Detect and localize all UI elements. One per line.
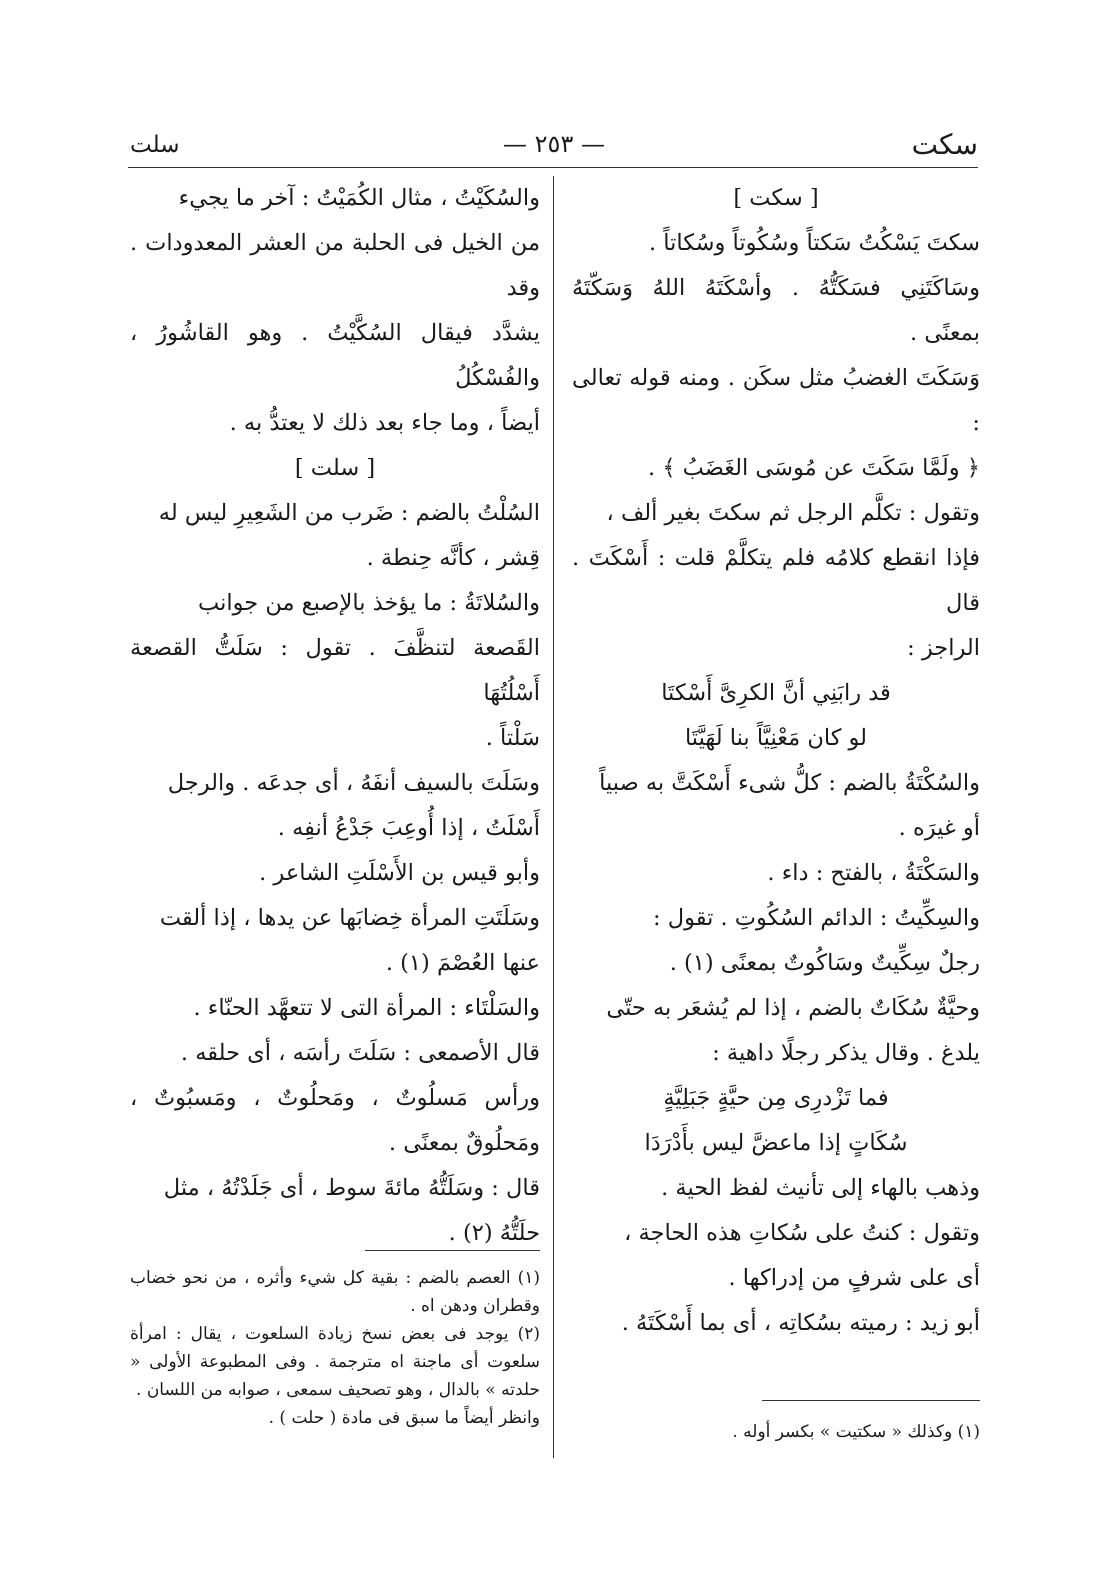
header-rule — [128, 167, 978, 168]
verse-line: فما تَزْدرِى مِن حيَّةٍ جَبَلِيَّةٍ — [663, 1085, 889, 1111]
verse-line: لو كان مَعْنِيَّاً بنا لَهَيَّتَا — [684, 725, 868, 751]
footnote: (٢) يوجد فى بعض نسخ زيادة السلعوت ، يقال : امرأة سلعوت أى ماجنة اه مترجمة . وفى المطبوعة الأولى « حلدته » بالدال ، وهو تصحيف سمعى ، صوابه من اللسان . — [130, 1324, 540, 1400]
text-line: من الخيل فى الحلبة من العشر المعدودات . وقد — [130, 230, 540, 301]
page-number: — ٢٥٣ — — [503, 130, 605, 158]
header-root-left: سلت — [130, 132, 180, 158]
text-line: وذهب بالهاء إلى تأنيث لفظ الحية . — [661, 1175, 980, 1201]
left-column — [130, 176, 540, 1256]
footnote: (١) العصم بالضم : بقية كل شيء وأثره ، من نحو خضاب وقطران ودهن اه . — [130, 1268, 540, 1316]
text-line: أَسْلَتُ ، إذا أُوعِبَ جَدْعُ أنفِه . — [277, 815, 540, 841]
text-line: وسَاكَتَنِي فسَكَتُّهُ . وأسْكَتَهُ اللهُ وَسَكّتَهُ بمعنًى . — [572, 275, 980, 346]
right-column — [572, 176, 980, 1346]
page-header — [130, 128, 978, 166]
column-divider — [553, 176, 554, 1458]
text-line: حلَتُّهُ (٢) . — [448, 1220, 540, 1246]
text-line: عنها العُصْمَ (١) . — [385, 950, 540, 976]
text-line: ورأس مَسلُوتٌ ، ومَحلُوتٌ ، ومَسبُوتٌ ، ومَحلُوقٌ بمعنًى . — [130, 1085, 540, 1156]
text-line: القَصعة لتنظَّفَ . تقول : سَلَتُّ القصعة أَسْلُتُهَا — [130, 635, 540, 706]
text-line: أى على شرفٍ من إدراكها . — [728, 1265, 980, 1291]
text-line: وَسَكَتَ الغضبُ مثل سكَن . ومنه قوله تعالى : — [572, 365, 980, 436]
text-line: السُلْتُ بالضم : ضَرب من الشَعِيرِ ليس له — [158, 500, 540, 526]
footnote: (١) وكذلك « سكتيت » بكسر أوله . — [732, 1422, 980, 1442]
text-line: ﴿ ولَمَّا سَكَتَ عن مُوسَى الغَضَبُ ﴾ . — [648, 455, 980, 481]
text-line: وتقول : تكلَّم الرجل ثم سكتَ بغير ألف ، — [606, 500, 980, 526]
footnote: وانظر أيضاً ما سبق فى مادة ( حلت ) . — [268, 1408, 540, 1428]
text-line: فإذا انقطع كلامُه فلم يتكلَّمْ قلت : أَسْكَتَ . قال — [572, 545, 980, 616]
header-root-right: سكت — [911, 128, 978, 161]
text-line: الراجز : — [907, 635, 980, 661]
text-line: وأبو قيس بن الأَسْلَتِ الشاعر . — [259, 860, 540, 886]
text-line: سكتَ يَسْكُتُ سَكتاً وسُكُوتاً وسُكاتاً . — [648, 230, 980, 256]
entry-heading: [ سكت ] — [733, 185, 819, 211]
text-line: وسَلَتَتِ المرأة خِضابَها عن يدها ، إذا ألقت — [159, 905, 540, 931]
text-line: يلدغ . وقال يذكر رجلًا داهية : — [712, 1040, 980, 1066]
text-line: قِشر ، كأنَّه حِنطة . — [366, 545, 540, 571]
right-footnotes — [572, 1418, 980, 1446]
text-line: يشدَّد فيقال السُكَّيْتُ . وهو القاشُورُ ، والفُسْكُلُ — [130, 320, 540, 391]
text-line: والسَلْتَاء : المرأة التى لا تتعهَّد الحنّاء . — [193, 995, 540, 1021]
text-line: سَلْتاً . — [485, 725, 540, 751]
footnote-rule-left — [365, 1250, 540, 1251]
text-line: رجلٌ سِكِّيتٌ وسَاكُوتٌ بمعنًى (١) . — [669, 950, 980, 976]
footnote-rule-right — [762, 1400, 980, 1401]
verse-line: قد رابَنِي أنَّ الكرِىَّ أَسْكتَا — [661, 680, 891, 706]
text-line: والسُكَيْتُ ، مثال الكُمَيْتُ : آخر ما يجيء — [178, 185, 540, 211]
text-line: قال الأصمعى : سَلَتَ رأسَه ، أى حلقه . — [180, 1040, 540, 1066]
text-line: أو غيرَه . — [898, 815, 980, 841]
text-line: أبو زيد : رميته بسُكاتِه ، أى بما أَسْكَتَهُ . — [621, 1310, 980, 1336]
text-line: وتقول : كنتُ على سُكاتِ هذه الحاجة ، — [624, 1220, 980, 1246]
text-line: والسَكْتَةُ ، بالفتح : داء . — [767, 860, 980, 886]
verse-line: سُكَاتٍ إذا ماعضَّ ليس بأَدْرَدَا — [644, 1130, 908, 1156]
text-line: وسَلَتَ بالسيف أنفَهُ ، أى جدعَه . والرجل — [167, 770, 540, 796]
text-line: والسُكْتَةُ بالضم : كلُّ شىء أَسْكَتَّ به صبياً — [599, 770, 980, 796]
text-line: وحيَّةٌ سُكَاتٌ بالضم ، إذا لم يُشعَر به حتّى — [606, 995, 980, 1021]
text-line: والسُلاتَةُ : ما يؤخذ بالإصبع من جوانب — [198, 590, 540, 616]
left-footnotes — [130, 1264, 540, 1432]
text-line: والسِكِّيتُ : الدائم السُكُوتِ . تقول : — [652, 905, 980, 931]
entry-heading: [ سلت ] — [294, 455, 376, 481]
text-line: قال : وسَلَتُّهُ مائةَ سوط ، أى جَلَدْتُهُ ، مثل — [163, 1175, 540, 1201]
text-line: أيضاً ، وما جاء بعد ذلك لا يعتدُّ به . — [229, 410, 540, 436]
